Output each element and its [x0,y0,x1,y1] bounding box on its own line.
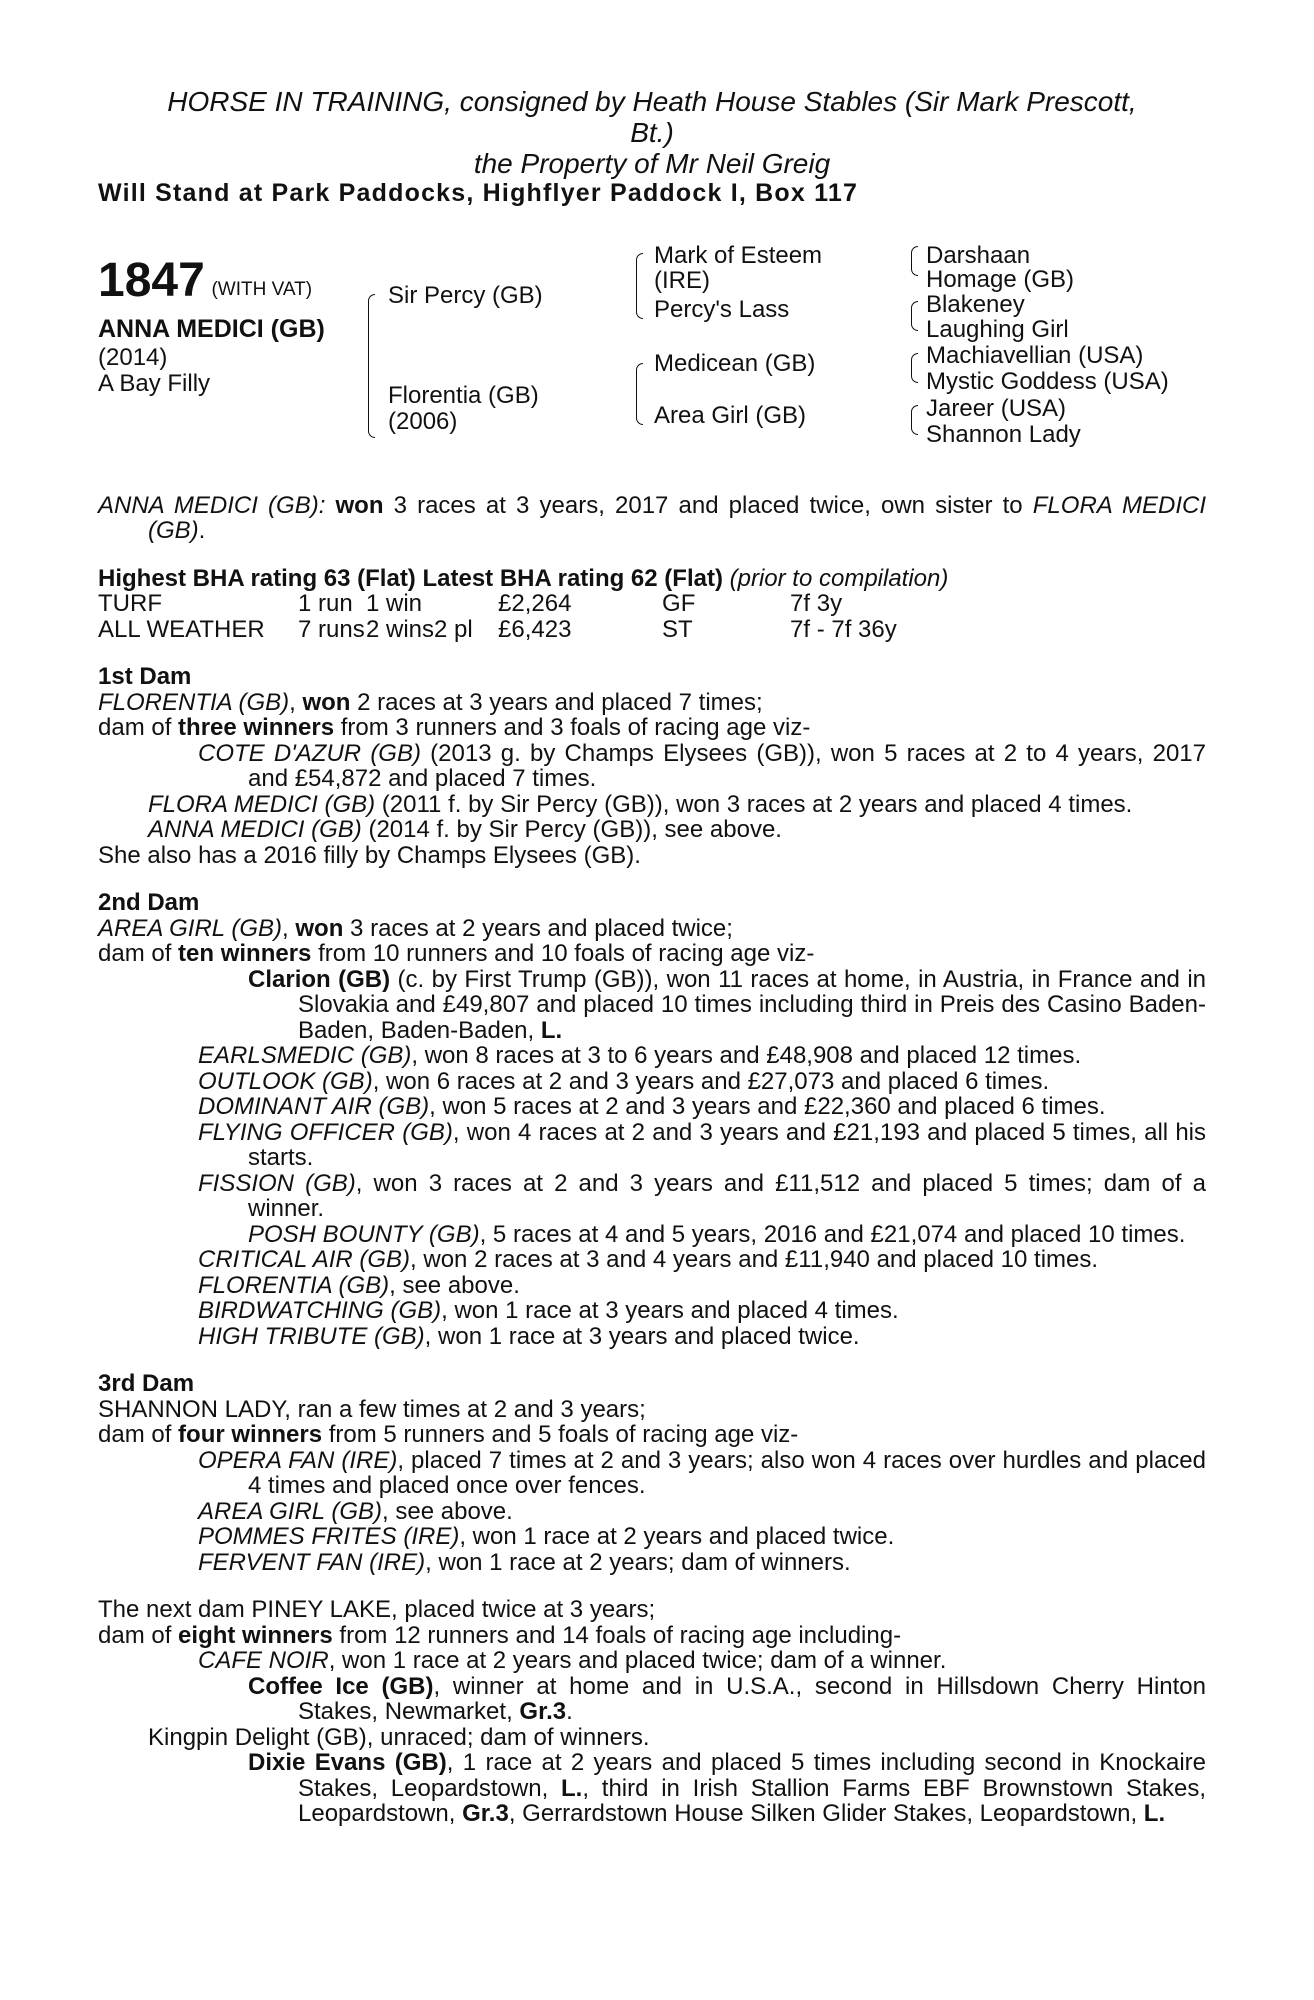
section-heading: 2nd Dam [98,889,200,916]
horse-summary: ANNA MEDICI (GB): won 3 races at 3 years, 2017 and placed twice, own sister to FLORA MEDICI (GB). [98,491,1207,544]
grandsire-dam: Homage (GB) [926,265,1075,293]
dam-year: (2006) [388,407,458,435]
list-item: BIRDWATCHING (GB), won 1 race at 3 years and placed 4 times. [198,1297,899,1324]
list-item: CRITICAL AIR (GB), won 2 races at 3 and 4 years and £11,940 and placed 10 times. [198,1246,1099,1273]
list-item: FLORA MEDICI (GB) (2011 f. by Sir Percy (GB)), won 3 races at 2 years and placed 4 times. [148,790,1133,818]
catalogue-page [98,86,1206,1827]
brace-sire-parents [636,253,643,319]
dam-sire: Medicean (GB) [654,349,816,377]
granddam-sire: Blakeney [926,290,1025,318]
vat-note: (WITH VAT) [211,278,313,300]
second-dam-section: 2nd Dam AREA GIRL (GB), won 3 races at 2 years and placed twice; dam of ten winners from 10 runners and 10 foals of racing age viz- Clarion (GB) (c. by First Trump (GB)), won 11 races at home, in Austria, in France and in Slovakia and £49,807 and placed 10 times including third in Preis des Casino Baden-Baden, Baden-Baden, L. EARLSMEDIC (GB), won 8 races at 3 to 6 years and £48,908 and placed 12 times. OUTLOOK (GB), won 6 races at 2 and 3 years and £27,073 and placed 6 times. DOMINANT AIR (GB), won 5 races at 2 and 3 years and £22,360 and placed 6 times. FLYING OFFICER (GB), won 4 races at 2 and 3 years and £21,193 and placed 5 times, all his starts. FISSION (GB), won 3 races at 2 and 3 years and £11,512 and placed 5 times; dam of a winner. POSH BOUNTY (GB), 5 races at 4 and 5 years, 2016 and £21,074 and placed 10 times. CRITICAL AIR (GB), won 2 races at 3 and 4 years and £11,940 and placed 10 times. FLORENTIA (GB), see above. BIRDWATCHING (GB), won 1 race at 3 years and placed 4 times. HIGH TRIBUTE (GB), won 1 race at 3 years and placed twice. [98,889,1207,1350]
brace-dam-parents [636,363,643,425]
horse-description: A Bay Filly [98,369,211,397]
third-dam-section: 3rd Dam SHANNON LADY, ran a few times at 2 and 3 years; dam of four winners from 5 runners and 5 foals of racing age viz- OPERA FAN (IRE), placed 7 times at 2 and 3 years; also won 4 races over hurdles and placed 4 times and placed once over fences. AREA GIRL (GB), see above. POMMES FRITES (IRE), won 1 race at 2 years and placed twice. FERVENT FAN (IRE), won 1 race at 2 years; dam of winners. [98,1370,1206,1576]
lot-number-line [98,253,313,307]
list-item: FERVENT FAN (IRE), won 1 race at 2 years; dam of winners. [198,1548,851,1576]
dam-dam: Area Girl (GB) [654,401,807,429]
list-item: CAFE NOIR, won 1 race at 2 years and placed twice; dam of a winner. [198,1647,947,1674]
sire-dam: Percy's Lass [654,295,790,323]
list-item: Kingpin Delight (GB), unraced; dam of winners. [148,1723,650,1751]
list-item: POMMES FRITES (IRE), won 1 race at 2 years and placed twice. [198,1523,895,1550]
grandsire-sire: Darshaan [926,241,1031,269]
rating-note: (prior to compilation) [729,564,949,592]
race-record-table [98,591,897,642]
brace-gp2 [911,301,918,331]
list-item: Dixie Evans (GB), 1 race at 2 years and placed 5 times including second in Knockaire Stakes, Leopardstown, L., third in Irish Stallion Farms EBF Brownstown Stakes, Leopardstown, Gr.3, Gerrardstown House Silken Glider Stakes, Leopardstown, L. [248,1749,1206,1827]
granddam-dam: Laughing Girl [926,315,1069,343]
dam-granddam-sire: Jareer (USA) [926,394,1067,422]
brace-sire-dam [368,294,375,438]
list-item: EARLSMEDIC (GB), won 8 races at 3 to 6 years and £48,908 and placed 12 times. [198,1042,1082,1069]
sire-sire-cont: (IRE) [654,266,710,294]
rating-block [98,566,1206,643]
list-item: Clarion (GB) (c. by First Trump (GB)), won 11 races at home, in Austria, in France and in Slovakia and £49,807 and placed 10 times including third in Preis des Casino Baden-Baden, Baden-Baden, L. [248,965,1207,1044]
dam-granddam-dam: Shannon Lady [926,420,1081,448]
brace-gp3 [911,353,918,383]
owner-line: the Property of Mr Neil Greig [473,148,831,179]
rating-heading: Highest BHA rating 63 (Flat) Latest BHA rating 62 (Flat) [98,564,723,592]
table-row: ALL WEATHER 7 runs 2 wins 2 pl £6,423 ST 7f - 7f 36y [98,615,897,643]
sire: Sir Percy (GB) [388,281,543,309]
first-dam-section: 1st Dam FLORENTIA (GB), won 2 races at 3 years and placed 7 times; dam of three winners from 3 runners and 3 foals of racing age viz- COTE D'AZUR (GB) (2013 g. by Champs Elysees (GB)), won 5 races at 2 to 4 years, 2017 and £54,872 and placed 7 times. FLORA MEDICI (GB) (2011 f. by Sir Percy (GB)), won 3 races at 2 years and placed 4 times. ANNA MEDICI (GB) (2014 f. by Sir Percy (GB)), see above. She also has a 2016 filly by Champs Elysees (GB). [98,663,1206,869]
list-item: HIGH TRIBUTE (GB), won 1 race at 3 years and placed twice. [198,1322,860,1350]
list-item: FLORENTIA (GB), see above. [198,1271,520,1299]
table-row: TURF 1 run 1 win £2,264 GF 7f 3y [98,590,843,617]
list-item: COTE D'AZUR (GB) (2013 g. by Champs Elysees (GB)), won 5 races at 2 to 4 years, 2017 and £54,872 and placed 7 times. [198,739,1206,792]
lot-header [98,86,1206,207]
section-heading: 1st Dam [98,663,192,690]
list-item: OPERA FAN (IRE), placed 7 times at 2 and 3 years; also won 4 races over hurdles and placed 4 times and placed once over fences. [198,1446,1206,1499]
list-item: POSH BOUNTY (GB), 5 races at 4 and 5 years, 2016 and £21,074 and placed 10 times. [248,1220,1186,1248]
lot-number: 1847 [98,253,205,307]
list-item: FLYING OFFICER (GB), won 4 races at 2 and 3 years and £21,193 and placed 5 times, all his starts. [198,1118,1206,1171]
pedigree-block [98,241,1206,487]
consignor-line: HORSE IN TRAINING, consigned by Heath House Stables (Sir Mark Prescott, [167,86,1137,117]
horse-name: ANNA MEDICI (GB) [98,314,325,343]
list-item: DOMINANT AIR (GB), won 5 races at 2 and 3 years and £22,360 and placed 6 times. [198,1093,1106,1120]
brace-gp4 [911,405,918,435]
brace-gp1 [911,246,918,276]
section-heading: 3rd Dam [98,1370,195,1397]
list-item: FISSION (GB), won 3 races at 2 and 3 years and £11,512 and placed 5 times; dam of a winner. [198,1169,1206,1222]
dam-grandsire: Machiavellian (USA) [926,341,1144,369]
dam: Florentia (GB) [388,381,539,409]
dam-grandsire-dam: Mystic Goddess (USA) [926,367,1169,395]
list-item: AREA GIRL (GB), see above. [198,1497,513,1525]
foaling-year: (2014) [98,343,168,371]
list-item: Coffee Ice (GB), winner at home and in U.S.A., second in Hillsdown Cherry Hinton Stakes, Newmarket, Gr.3. [248,1672,1207,1725]
sire-sire: Mark of Esteem [654,241,823,269]
list-item: ANNA MEDICI (GB) (2014 f. by Sir Percy (GB)), see above. [148,816,782,843]
stand-location: Will Stand at Park Paddocks, Highflyer Paddock I, Box 117 [98,179,859,207]
list-item: OUTLOOK (GB), won 6 races at 2 and 3 years and £27,073 and placed 6 times. [198,1067,1050,1095]
next-dam-section: The next dam PINEY LAKE, placed twice at 3 years; dam of eight winners from 12 runners and 14 foals of racing age including- CAFE NOIR, won 1 race at 2 years and placed twice; dam of a winner. Coffee Ice (GB), winner at home and in U.S.A., second in Hillsdown Cherry Hinton Stakes, Newmarket, Gr.3. Kingpin Delight (GB), unraced; dam of winners. Dixie Evans (GB), 1 race at 2 years and placed 5 times including second in Knockaire Stakes, Leopardstown, L., third in Irish Stallion Farms EBF Brownstown Stakes, Leopardstown, Gr.3, Gerrardstown House Silken Glider Stakes, Leopardstown, L. [98,1596,1207,1827]
consignor-line-cont: Bt.) [630,117,674,148]
